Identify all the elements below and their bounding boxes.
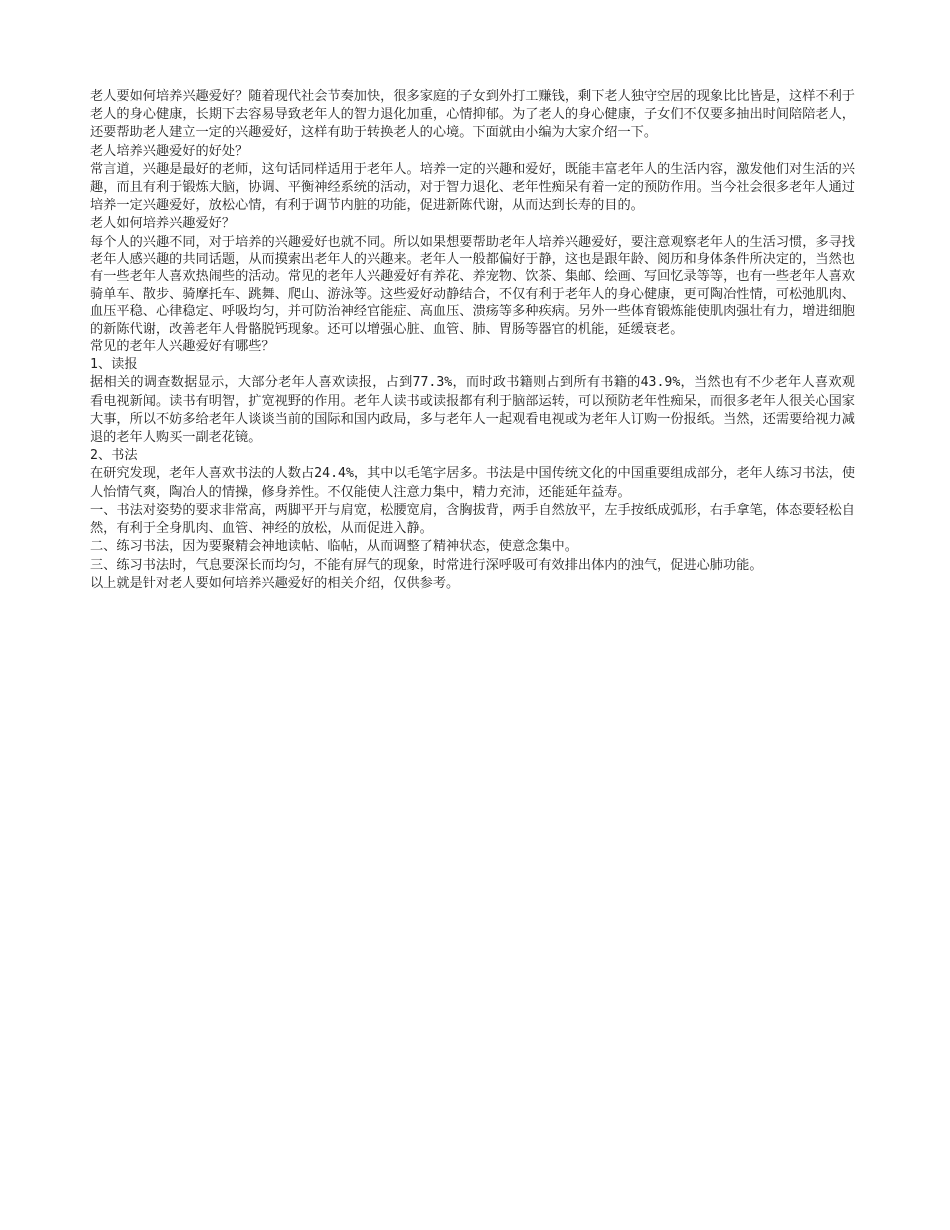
heading-reading: 1、读报 [90, 357, 138, 373]
calligraphy-paragraph: 在研究发现，老年人喜欢书法的人数占24.4%，其中以毛笔字居多。书法是中国传统文化的中国重要组成部分，老年人练习书法，使人怡情气爽，陶冶人的情操，修身养性。不仅能使人注意力集中，精力充沛，还能延年益寿。 [90, 466, 856, 500]
heading-common-hobbies: 常见的老年人兴趣爱好有哪些？ [90, 339, 275, 355]
heading-how: 老人如何培养兴趣爱好？ [90, 216, 236, 232]
heading-calligraphy: 2、书法 [90, 448, 138, 464]
benefits-paragraph: 常言道，兴趣是最好的老师，这句话同样适用于老年人。培养一定的兴趣和爱好，既能丰富老年人的生活内容，激发他们对生活的兴趣，而且有利于锻炼大脑，协调、平衡神经系统的活动，对于智力退化、老年性痴呆有着一定的预防作用。当今社会很多老年人通过培养一定兴趣爱好，放松心情，有利于调节内脏的功能，促进新陈代谢，从而达到长寿的目的。 [90, 161, 855, 214]
heading-benefits: 老人培养兴趣爱好的好处？ [90, 143, 249, 159]
calligraphy-point-2: 二、练习书法，因为要聚精会神地读帖、临帖，从而调整了精神状态，使意念集中。 [90, 539, 578, 555]
reading-paragraph: 据相关的调查数据显示，大部分老年人喜欢读报，占到77.3%，而时政书籍则占到所有书籍的43.9%，当然也有不少老年人喜欢观看电视新闻。读书有明智，扩宽视野的作用。老年人读书或读报都有利于脑部运转，可以预防老年性痴呆，而很多老年人很关心国家大事，所以不妨多给老年人谈谈当前的国际和国内政局，多与老年人一起观看电视或为老年人订购一份报纸。当然，还需要给视力减退的老年人购买一副老花镜。 [90, 375, 855, 446]
conclusion-paragraph: 以上就是针对老人要如何培养兴趣爱好的相关介绍，仅供参考。 [90, 575, 460, 591]
calligraphy-point-1: 一、书法对姿势的要求非常高，两脚平开与肩宽，松腰宽肩，含胸拔背，两手自然放平，左手按纸成弧形，右手拿笔，体态要轻松自然，有利于全身肌肉、血管、神经的放松，从而促进入静。 [90, 502, 855, 537]
article-body [90, 88, 855, 593]
calligraphy-point-3: 三、练习书法时，气息要深长而均匀，不能有屏气的现象，时常进行深呼吸可有效排出体内的浊气，促进心肺功能。 [90, 557, 763, 573]
intro-paragraph: 老人要如何培养兴趣爱好？随着现代社会节奏加快，很多家庭的子女到外打工赚钱，剩下老人独守空居的现象比比皆是，这样不利于老人的身心健康，长期下去容易导致老年人的智力退化加重，心情抑郁。为了老人的身心健康，子女们不仅要多抽出时间陪陪老人，还要帮助老人建立一定的兴趣爱好，这样有助于转换老人的心境。下面就由小编为大家介绍一下。 [90, 89, 855, 141]
how-paragraph: 每个人的兴趣不同，对于培养的兴趣爱好也就不同。所以如果想要帮助老年人培养兴趣爱好，要注意观察老年人的生活习惯，多寻找老年人感兴趣的共同话题，从而摸索出老年人的兴趣来。老年人一般都偏好于静，这也是跟年龄、阅历和身体条件所决定的，当然也有一些老年人喜欢热闹些的活动。常见的老年人兴趣爱好有养花、养宠物、饮茶、集邮、绘画、写回忆录等等，也有一些老年人喜欢骑单车、散步、骑摩托车、跳舞、爬山、游泳等。这些爱好动静结合，不仅有利于老年人的身心健康，更可陶冶性情，可松弛肌肉、血压平稳、心律稳定、呼吸均匀，并可防治神经官能症、高血压、溃疡等多种疾病。另外一些体育锻炼能使肌肉强壮有力，增进细胞的新陈代谢，改善老年人骨骼脱钙现象。还可以增强心脏、血管、肺、胃肠等器官的机能，延缓衰老。 [90, 234, 855, 337]
